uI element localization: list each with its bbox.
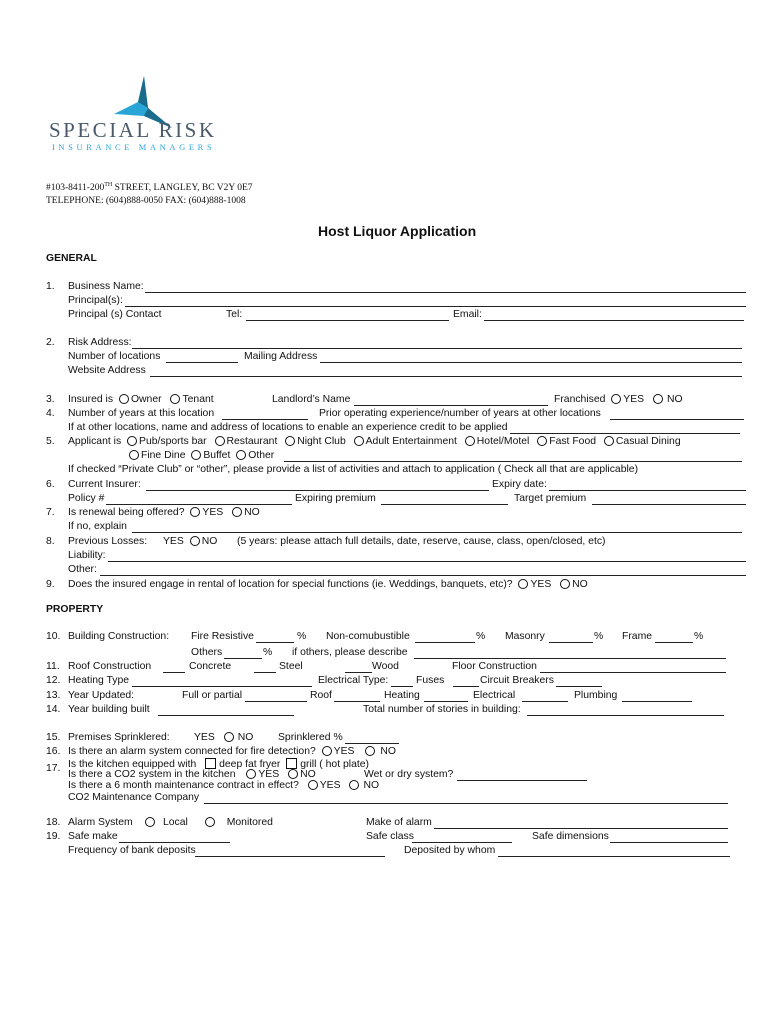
others-label: Others	[191, 647, 223, 658]
fire-resistive-label: Fire Resistive	[191, 631, 254, 642]
night-club-radio[interactable]	[285, 436, 295, 446]
target-premium-label: Target premium	[514, 493, 587, 504]
current-insurer-field[interactable]	[146, 490, 489, 491]
insured-is-row: Insured is Owner Tenant	[68, 394, 214, 405]
concrete-label: Concrete	[189, 661, 232, 672]
deep-fat-fryer-checkbox[interactable]	[205, 758, 216, 769]
if-others-label: if others, please describe	[292, 647, 408, 658]
safe-class-label: Safe class	[366, 831, 414, 842]
landlord-label: Landlord’s Name	[272, 394, 351, 405]
years-location-field[interactable]	[222, 419, 308, 420]
circuit-breakers-label: Circuit Breakers	[480, 675, 554, 686]
other-radio[interactable]	[236, 450, 246, 460]
floor-construction-field[interactable]	[540, 672, 726, 673]
losses-yes-radio[interactable]	[190, 536, 200, 546]
year-built-label: Year building built	[68, 704, 150, 715]
address-line1: #103-8411-200TH STREET, LANGLEY, BC V2Y 0E7	[46, 182, 253, 194]
floor-construction-label: Floor Construction	[452, 661, 537, 672]
other-losses-label: Other:	[68, 564, 97, 575]
risk-address-field[interactable]	[132, 348, 742, 349]
full-partial-label: Full or partial	[182, 690, 243, 701]
non-combustible-label: Non-comubustible	[326, 631, 410, 642]
target-premium-field[interactable]	[592, 504, 746, 505]
steel-label: Steel	[279, 661, 303, 672]
liability-field[interactable]	[108, 561, 746, 562]
address-line2: TELEPHONE: (604)888-0050 FAX: (604)888-1008	[46, 196, 246, 206]
make-alarm-label: Make of alarm	[366, 817, 432, 828]
bank-deposits-label: Frequency of bank deposits	[68, 845, 196, 856]
renewal-row: Is renewal being offered? YES NO	[68, 507, 260, 518]
year-updated-label: Year Updated:	[68, 690, 135, 701]
wood-label: Wood	[372, 661, 399, 672]
special-functions-row: Does the insured engage in rental of location for special functions (ie. Weddings, banquets, etc)? YES NO	[68, 579, 588, 590]
other-type-field[interactable]	[284, 461, 742, 462]
risk-address-label: Risk Address:	[68, 337, 132, 348]
wet-dry-field[interactable]	[457, 780, 587, 781]
item-number: 3.	[46, 394, 55, 405]
item-number: 13.	[46, 690, 61, 701]
mailing-address-field[interactable]	[320, 362, 742, 363]
pct-sign: %	[694, 631, 704, 642]
co2-company-field[interactable]	[204, 803, 728, 804]
website-field[interactable]	[150, 376, 742, 377]
hotel-motel-radio[interactable]	[465, 436, 475, 446]
pct-sign: %	[297, 631, 307, 642]
functions-no-radio[interactable]	[560, 579, 570, 589]
policy-field[interactable]	[106, 504, 292, 505]
others-field[interactable]	[224, 658, 262, 659]
losses-radios: YES NO	[163, 536, 218, 547]
franchised-no-radio[interactable]	[653, 394, 663, 404]
renewal-yes-radio[interactable]	[190, 507, 200, 517]
previous-losses-label: Previous Losses:	[68, 536, 148, 547]
heating-type-label: Heating Type	[68, 675, 130, 686]
num-locations-label: Number of locations	[68, 351, 161, 362]
pct-sign: %	[263, 647, 273, 658]
pct-sign: %	[476, 631, 486, 642]
item-number: 18.	[46, 817, 61, 828]
local-radio[interactable]	[145, 817, 155, 827]
item-number: 17.	[46, 763, 61, 774]
item-number: 10.	[46, 631, 61, 642]
full-partial-field[interactable]	[245, 701, 307, 702]
heating-label: Heating	[384, 690, 420, 701]
roof-field[interactable]	[334, 701, 380, 702]
item-number: 16.	[46, 746, 61, 757]
item-number: 12.	[46, 675, 61, 686]
applicant-row2: Fine Dine Buffet Other	[126, 450, 274, 461]
owner-radio[interactable]	[119, 394, 129, 404]
total-stories-field[interactable]	[527, 715, 724, 716]
co2-company-label: CO2 Maintenance Company	[68, 792, 200, 803]
business-name-label: Business Name:	[68, 281, 144, 292]
if-no-explain-field[interactable]	[132, 532, 742, 533]
frame-field[interactable]	[655, 642, 693, 643]
expiring-premium-field[interactable]	[381, 504, 508, 505]
expiry-date-field[interactable]	[549, 490, 746, 491]
item-number: 4.	[46, 408, 55, 419]
alarm-system-label: Alarm System	[68, 817, 133, 828]
item-number: 15.	[46, 732, 61, 743]
grill-checkbox[interactable]	[286, 758, 297, 769]
year-built-field[interactable]	[158, 715, 294, 716]
item-number: 14.	[46, 704, 61, 715]
premises-sprinklered-label: Premises Sprinklered:	[68, 732, 170, 743]
tel-field[interactable]	[246, 320, 449, 321]
safe-make-field[interactable]	[119, 842, 230, 843]
page-title: Host Liquor Application	[318, 223, 477, 239]
franchised-yes-radio[interactable]	[611, 394, 621, 404]
maintenance-yes-radio[interactable]	[308, 780, 318, 790]
years-location-label: Number of years at this location	[68, 408, 215, 419]
wood-field[interactable]	[345, 672, 372, 673]
roof-construction-label: Roof Construction	[68, 661, 152, 672]
pub-radio[interactable]	[127, 436, 137, 446]
applicant-is-row: Applicant is Pub/sports bar Restaurant Night Club Adult Entertainment Hotel/Motel Fast Food Casual Dining	[68, 436, 681, 447]
logo-name: SPECIAL RISK	[49, 118, 217, 142]
fast-food-radio[interactable]	[537, 436, 547, 446]
safe-class-field[interactable]	[412, 842, 512, 843]
roof-label: Roof	[310, 690, 332, 701]
building-construction-label: Building Construction:	[68, 631, 170, 642]
website-label: Website Address	[68, 365, 146, 376]
fuses-field[interactable]	[391, 686, 413, 687]
if-no-explain-label: If no, explain	[68, 521, 127, 532]
fine-dine-radio[interactable]	[129, 450, 139, 460]
kitchen-row: Is the kitchen equipped with deep fat fryer grill ( hot plate)	[68, 759, 369, 770]
casual-dining-radio[interactable]	[604, 436, 614, 446]
prior-experience-field[interactable]	[610, 419, 744, 420]
franchised-row: Franchised YES NO	[554, 394, 683, 405]
deposited-by-field[interactable]	[498, 856, 730, 857]
sprinklered-yes-radio[interactable]	[224, 732, 234, 742]
expiry-date-label: Expiry date:	[492, 479, 547, 490]
private-club-note: If checked “Private Club” or “other”, please provide a list of activities and attach to application ( Check all that are applicable)	[68, 464, 639, 475]
tel-label: Tel:	[226, 309, 243, 320]
alarm-fire-row: Is there an alarm system connected for fire detection? YES NO	[68, 746, 396, 757]
electrical-type-label: Electrical Type:	[318, 675, 389, 686]
steel-field[interactable]	[254, 672, 276, 673]
other-losses-field[interactable]	[100, 575, 746, 576]
masonry-field[interactable]	[549, 642, 593, 643]
concrete-field[interactable]	[163, 672, 185, 673]
section-property-heading: PROPERTY	[46, 604, 104, 615]
masonry-label: Masonry	[505, 631, 545, 642]
item-number: 5.	[46, 436, 55, 447]
fuses-label: Fuses	[416, 675, 445, 686]
maintenance-no-radio[interactable]	[349, 780, 359, 790]
safe-dimensions-label: Safe dimensions	[532, 831, 609, 842]
maintenance-row: Is there a 6 month maintenance contract in effect? YES NO	[68, 780, 380, 791]
sprinklered-pct-label: Sprinklered %	[278, 732, 343, 743]
principal-contact-label: Principal (s) Contact	[68, 309, 162, 320]
email-field[interactable]	[484, 320, 744, 321]
circuit-breakers-field[interactable]	[556, 686, 602, 687]
business-name-field[interactable]	[145, 292, 746, 293]
pct-sign: %	[594, 631, 604, 642]
electrical-field[interactable]	[522, 701, 568, 702]
item-number: 19.	[46, 831, 61, 842]
mailing-address-label: Mailing Address	[244, 351, 318, 362]
num-locations-field[interactable]	[166, 362, 238, 363]
plumbing-field[interactable]	[622, 701, 692, 702]
prior-experience-label: Prior operating experience/number of years at other locations	[319, 408, 601, 419]
alarm-fire-yes-radio[interactable]	[322, 746, 332, 756]
buffet-radio[interactable]	[191, 450, 201, 460]
item-number: 7.	[46, 507, 55, 518]
sprinklered-radios: YES NO	[194, 732, 254, 743]
deposited-by-label: Deposited by whom	[404, 845, 496, 856]
landlord-field[interactable]	[354, 405, 548, 406]
item-number: 11.	[46, 661, 60, 672]
item-number: 2.	[46, 337, 55, 348]
item-number: 8.	[46, 536, 55, 547]
other-locations-field[interactable]	[510, 433, 740, 434]
other-locations-label: If at other locations, name and address of locations to enable an experience credit to be applied	[68, 422, 508, 433]
monitored-radio[interactable]	[205, 817, 215, 827]
heating-type-field[interactable]	[132, 686, 312, 687]
frame-label: Frame	[622, 631, 653, 642]
circuit-breakers-check-field[interactable]	[453, 686, 479, 687]
alarm-type-row: Local Monitored	[142, 817, 273, 828]
section-general-heading: GENERAL	[46, 253, 97, 264]
make-alarm-field[interactable]	[434, 828, 728, 829]
principals-label: Principal(s):	[68, 295, 123, 306]
safe-dimensions-field[interactable]	[610, 842, 728, 843]
if-others-field[interactable]	[414, 658, 726, 659]
functions-yes-radio[interactable]	[518, 579, 528, 589]
electrical-label: Electrical	[473, 690, 516, 701]
logo-subtitle: INSURANCE MANAGERS	[52, 142, 216, 152]
five-years-note: (5 years: please attach full details, date, reserve, cause, class, open/closed, etc)	[237, 536, 606, 547]
plumbing-label: Plumbing	[574, 690, 618, 701]
adult-entertainment-radio[interactable]	[354, 436, 364, 446]
expiring-premium-label: Expiring premium	[295, 493, 376, 504]
policy-label: Policy #	[68, 493, 105, 504]
bank-deposits-field[interactable]	[195, 856, 385, 857]
fire-resistive-field[interactable]	[256, 642, 294, 643]
email-label: Email:	[453, 309, 482, 320]
tenant-radio[interactable]	[170, 394, 180, 404]
renewal-no-radio[interactable]	[232, 507, 242, 517]
heating-field[interactable]	[424, 701, 468, 702]
item-number: 6.	[46, 479, 55, 490]
current-insurer-label: Current Insurer:	[68, 479, 141, 490]
principals-field[interactable]	[125, 306, 746, 307]
item-number: 9.	[46, 579, 55, 590]
non-combustible-field[interactable]	[415, 642, 475, 643]
item-number: 1.	[46, 281, 55, 292]
co2-row: Is there a CO2 system in the kitchen YES NO	[68, 769, 316, 780]
sprinklered-pct-field[interactable]	[345, 743, 399, 744]
liability-label: Liability:	[68, 550, 106, 561]
alarm-fire-no-radio[interactable]	[365, 746, 375, 756]
safe-make-label: Safe make	[68, 831, 118, 842]
restaurant-radio[interactable]	[215, 436, 225, 446]
co2-yes-radio[interactable]	[246, 769, 256, 779]
wet-dry-label: Wet or dry system?	[364, 769, 454, 780]
co2-no-radio[interactable]	[288, 769, 298, 779]
total-stories-label: Total number of stories in building:	[363, 704, 521, 715]
